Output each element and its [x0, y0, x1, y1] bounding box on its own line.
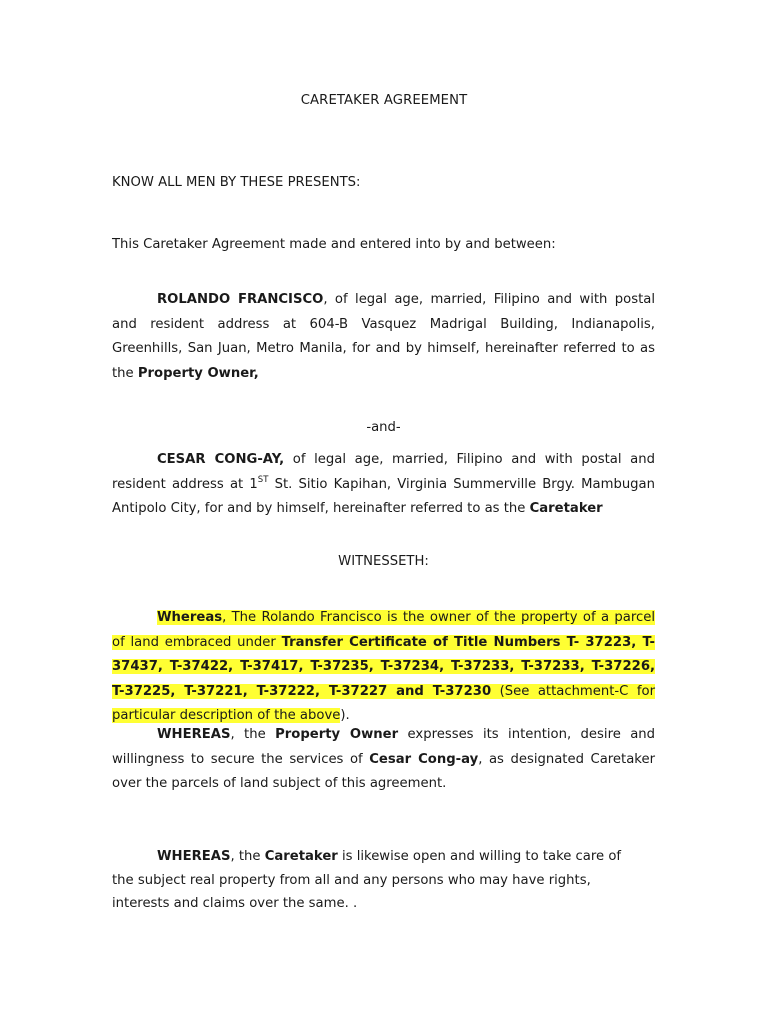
- party-one-description: , of legal age, married, Filipino and with postal and resident address at 604-B Vasquez Madrigal Building, Indianapolis, Greenhills, San Juan, Metro Manila, for and by himself, hereinafter referred to as the: [112, 292, 656, 381]
- whereas-one-text-a: , The Rolando Francisco is the owner of the property of a parcel of land embraced under: [112, 610, 655, 650]
- whereas-two-lead: WHEREAS: [157, 727, 231, 742]
- party-one-name: ROLANDO FRANCISCO: [157, 292, 324, 307]
- and-separator: -and-: [366, 420, 401, 435]
- whereas-three-paragraph: [112, 845, 655, 916]
- whereas-two-owner: Property Owner: [275, 727, 399, 742]
- party-one-paragraph: [112, 288, 655, 386]
- whereas-one-text-b: (See attachment-C for particular description of the above: [112, 683, 655, 723]
- party-two-description-b: St. Sitio Kapihan, Virginia Summerville Brgy. Mambugan Antipolo City, for and by himself, hereinafter referred to as the: [112, 476, 655, 516]
- whereas-three-text-1: , the: [230, 849, 265, 864]
- witnesseth-heading: WITNESSETH:: [338, 554, 429, 569]
- party-two-paragraph: [112, 448, 655, 522]
- party-one-role: Property Owner,: [137, 365, 259, 381]
- whereas-three-role: Caretaker: [264, 849, 338, 864]
- party-two-name: CESAR CONG-AY,: [157, 452, 285, 467]
- whereas-two-text-3: , as designated Caretaker over the parcels of land subject of this agreement.: [112, 751, 655, 791]
- whereas-two-text-2: expresses its intention, desire and willingness to secure the services of: [112, 727, 656, 767]
- whereas-three-line-1-rest: is likewise open and willing to take care of: [337, 849, 622, 864]
- whereas-one-highlight: [112, 610, 655, 723]
- party-two-role: Caretaker: [529, 501, 603, 516]
- tct-numbers: Transfer Certificate of Title Numbers T- 37223, T-37437, T-37422, T-37417, T-37235, T-37234, T-37233, T-37233, T-37226, T-37225, T-37221, T-37222, T-37227 and T-37230: [112, 634, 655, 699]
- whereas-one-lead: Whereas: [157, 610, 223, 625]
- whereas-two-text-1: , the: [230, 727, 276, 742]
- whereas-three-line-1: [112, 845, 655, 869]
- whereas-two-name: Cesar Cong-ay: [369, 751, 479, 767]
- whereas-one-tail: ).: [340, 708, 350, 723]
- whereas-two-paragraph: [112, 723, 655, 797]
- whereas-three-line-3: interests and claims over the same. .: [112, 896, 358, 911]
- party-two-description-a: of legal age, married, Filipino and with postal and resident address at 1: [112, 452, 655, 492]
- document-title: CARETAKER AGREEMENT: [300, 93, 468, 108]
- intro-paragraph: This Caretaker Agreement made and entered into by and between:: [112, 237, 556, 252]
- whereas-three-lead: WHEREAS: [157, 849, 231, 864]
- party-two-superscript: ST: [257, 474, 269, 485]
- know-all-men-heading: KNOW ALL MEN BY THESE PRESENTS:: [112, 175, 361, 190]
- whereas-one-paragraph: [112, 606, 655, 729]
- whereas-three-line-2: the subject real property from all and any persons who may have rights,: [112, 872, 591, 888]
